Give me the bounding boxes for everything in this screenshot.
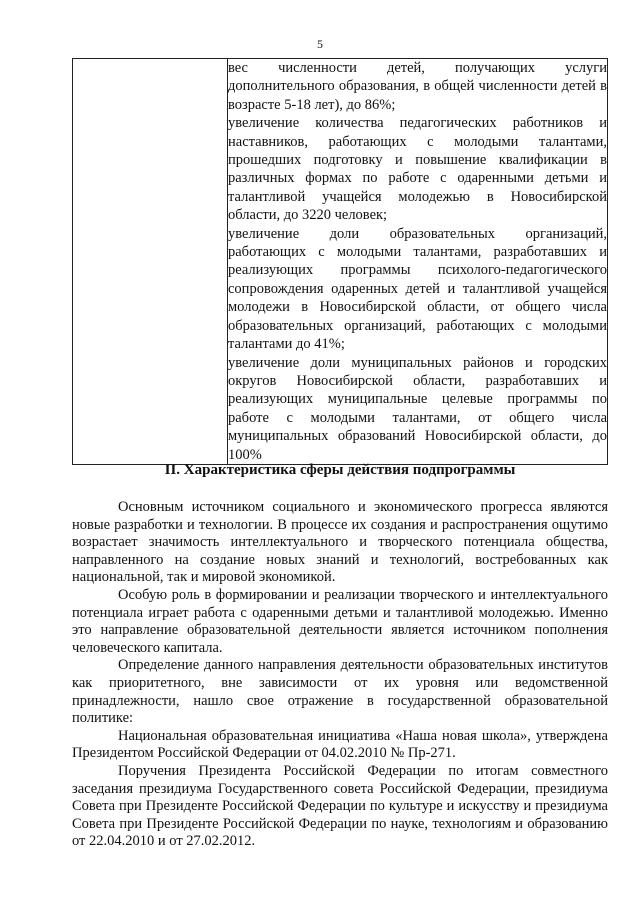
section-body (72, 499, 608, 851)
section-heading: II. Характеристика сферы действия подпрограммы (164, 462, 516, 478)
table-cell-label (73, 59, 228, 465)
body-paragraph: Поручения Президента Российской Федерации по итогам совместного заседания президиума Государственного совета Российской Федерации, президиума Совета при Президенте Российской Федерации по культуре и искусству и президиума Совета при Президенте Российской Федерации по науке, технологиям и образованию от 22.04.2010 и от 27.02.2012. (72, 762, 608, 850)
indicator-item: увеличение доли образовательных организаций, работающих с молодыми талантами, разработавших и реализующих программы психолого-педагогического сопровождения одаренных детей и талантливой учащейся молодежи в Новосибирской области, от общего числа образовательных организаций, работающих с молодыми талантами до 41%; (228, 225, 607, 353)
table-cell-content (228, 59, 608, 465)
body-paragraph: Основным источником социального и экономического прогресса являются новые разработки и технологии. В процессе их создания и распространения ощутимо возрастает значимость интеллектуального и творческого потенциала общества, направленного на создание новых знаний и технологий, востребованных как национальной, так и мировой экономикой. (72, 499, 608, 586)
page-number: 5 (317, 37, 323, 51)
indicator-item: вес численности детей, получающих услуги дополнительного образования, в общей численности детей в возрасте 5-18 лет), до 86%; (228, 60, 607, 113)
body-paragraph: Определение данного направления деятельности образовательных институтов как приоритетного, вне зависимости от их уровня или ведомственной принадлежности, нашло свое отражение в государственной образовательной политике: (72, 657, 608, 727)
body-paragraph: Национальная образовательная инициатива «Наша новая школа», утверждена Президентом Российской Федерации от 04.02.2010 № Пр-271. (72, 727, 608, 762)
indicators-table (72, 58, 608, 465)
indicator-item: увеличение доли муниципальных районов и городских округов Новосибирской области, разработавших и реализующих муниципальные целевые программы по работе с молодыми талантами, от общего числа муниципальных образований Новосибирской области, до 100% (228, 354, 607, 463)
body-paragraph: Особую роль в формировании и реализации творческого и интеллектуального потенциала играет работа с одаренными детьми и талантливой молодежью. Именно это направление образовательной деятельности является источником пополнения человеческого капитала. (72, 586, 608, 656)
table-row (73, 59, 608, 465)
indicator-item: увеличение количества педагогических работников и наставников, работающих с молодыми талантами, прошедших подготовку и повышение квалификации в различных формах по работе с одаренными детьми и талантливой учащейся молодежью в Новосибирской области, до 3220 человек; (228, 115, 607, 224)
